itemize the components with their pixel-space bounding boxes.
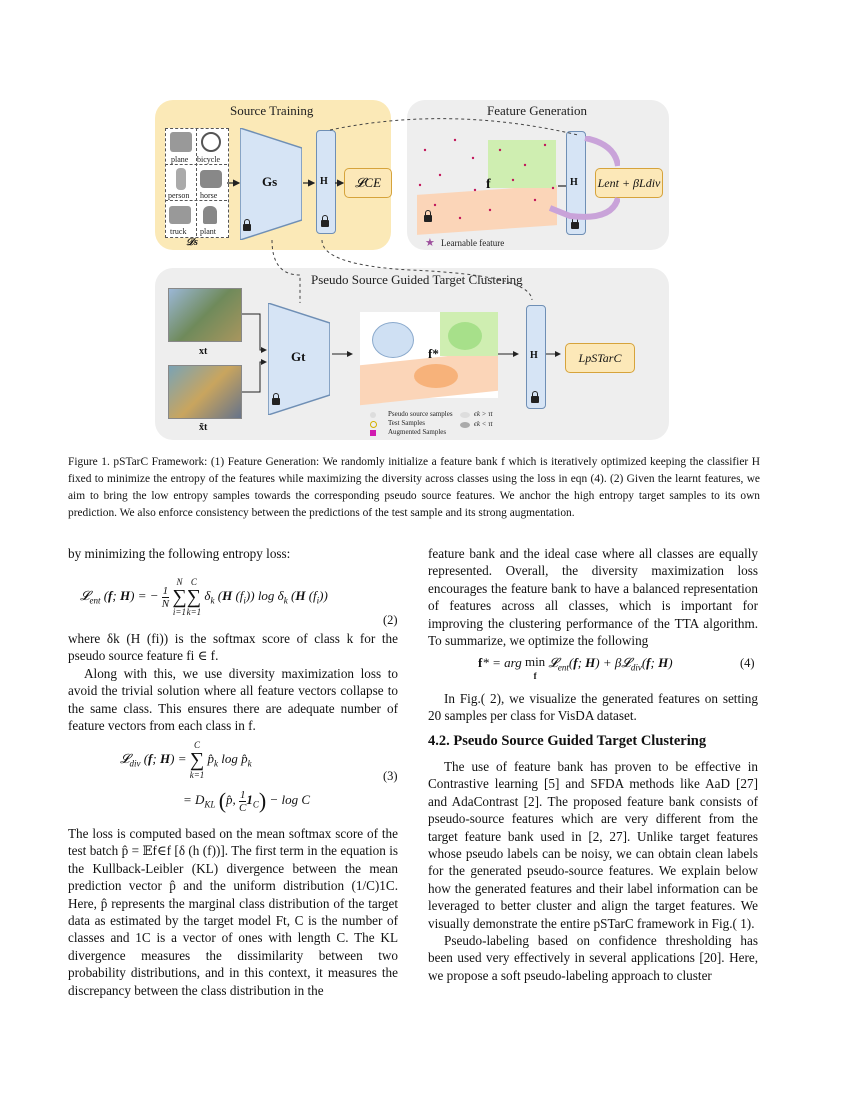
- orange-cluster: [414, 364, 458, 388]
- left-body-2: [68, 630, 398, 734]
- gt-label: Gt: [291, 349, 306, 364]
- left-para-2: where δk (H (fi)) is the softmax score of class k for the pseudo source feature fi ∈ f.: [68, 631, 398, 664]
- legend-dot-pseudo: [370, 412, 376, 418]
- figure-caption: Figure 1. pSTarC Framework: (1) Feature Generation: We randomly initialize a feature bank f which is iteratively optimized keeping the classifier H fixed to minimize the entropy of the features while maximizing the diversity across classes using the loss in eqn (4). (2) Given the learnt features, we aim to bring the low entropy samples towards the corresponding pseudo source features. We anchor the high entropy target samples to its own prediction. We also enforce consistency between the predictions of the test sample and its strong augmentation.: [68, 456, 760, 519]
- plant-thumb: [203, 206, 217, 224]
- bicycle-thumb: [201, 132, 221, 152]
- learnable-star-icon: ★: [425, 237, 435, 249]
- ds-caption: 𝒟s: [186, 237, 198, 248]
- augmented-image-grid: [168, 365, 242, 419]
- h-label-source: H: [320, 176, 328, 187]
- f-label: f: [486, 177, 491, 192]
- right-body-3: [428, 758, 758, 984]
- legend-pseudo: Pseudo source samples: [388, 410, 453, 418]
- dashed-connectors: [260, 115, 590, 315]
- right-body-2: [428, 690, 758, 725]
- truck-thumb: [169, 206, 191, 224]
- blue-cluster: [372, 322, 414, 358]
- legend-aug: Augmented Samples: [388, 428, 447, 436]
- eq-3-number: (3): [383, 769, 398, 783]
- gs-label: Gs: [262, 174, 278, 189]
- plane-thumb: [170, 132, 192, 152]
- left-body-3: [68, 825, 398, 999]
- feature-generation-title: Feature Generation: [487, 103, 587, 118]
- lock-icon: [243, 224, 251, 231]
- legend-ellipse-dark: [460, 422, 470, 428]
- source-training-title: Source Training: [230, 103, 314, 118]
- right-para-4: Pseudo-labeling based on confidence thresholding has been used very effectively in several applications [20]. Here, we propose a soft pseudo-labeling approach to cluster: [428, 933, 758, 983]
- fstar-label: f*: [428, 346, 439, 361]
- eq-4-number: (4): [740, 656, 755, 670]
- green-cluster: [448, 322, 482, 350]
- section-heading: 4.2. Pseudo Source Guided Target Clustering: [428, 733, 707, 749]
- target-image-grid: [168, 288, 242, 342]
- h-label-gen: H: [570, 177, 578, 188]
- eq-3-line2: = $D_{KL}$ (p̂, 1 $C1_C) - \log C$: [183, 788, 311, 814]
- eq-2: 𝓛$_{ent}$ (f; H) = − 1 N N ∑ i=1C ∑ k=1 $\delta_k$ (H $(f_i)$) $\log \delta_k$ (H $(f_i)$): [80, 577, 328, 617]
- right-para-2: In Fig.( 2), we visualize the generated features on setting 20 samples per class for VisDA dataset.: [428, 691, 758, 724]
- legend-dot-test: [370, 421, 377, 428]
- left-para-1: by minimizing the following entropy loss:: [68, 546, 291, 561]
- right-para-1: feature bank and the ideal case where all classes are equally represented. Overall, the diversity maximization loss encourages the feature bank to have a balanced representation of features across all classes, which is important for improving the clustering performance of the TTA algorithm. To summarize, we optimize the following: [428, 546, 758, 649]
- pstarc-loss-box: [565, 343, 635, 373]
- ds-label-plant: plant: [200, 227, 216, 236]
- ds-label-truck: truck: [170, 227, 187, 236]
- ds-label-person: person: [168, 191, 190, 200]
- h-label-target: H: [530, 350, 538, 361]
- learnable-legend: Learnable feature: [441, 238, 505, 248]
- ds-label-plane: plane: [171, 155, 189, 164]
- gen-loss-label: Lent + βLdiv: [597, 175, 661, 190]
- eq-2-number: (2): [383, 613, 398, 627]
- ds-label-horse: horse: [200, 191, 218, 200]
- legend-ellipse-light: [460, 412, 470, 418]
- lock-icon: [531, 396, 539, 403]
- xt-label: xt: [199, 346, 208, 357]
- horse-thumb: [200, 170, 222, 188]
- legend-gt: ϵk > τt: [474, 410, 493, 418]
- legend-dot-aug: [370, 430, 376, 436]
- left-para-3: Along with this, we use diversity maximization loss to avoid the trivial solution where all feature vectors collapse to the same class. This ensures there are adequate number of feature vectors from each class in f.: [68, 665, 398, 734]
- ds-label-bicycle: bicycle: [197, 155, 221, 164]
- eq-3-line1: 𝓛$_{div}$ (f; H) = C ∑ k=1 $p̂_k$ $\log p̂_k$: [120, 740, 252, 780]
- clustering-title: Pseudo Source Guided Target Clustering: [311, 272, 523, 287]
- legend-test: Test Samples: [388, 419, 426, 427]
- right-body-1: [428, 545, 758, 649]
- person-thumb: [176, 168, 186, 190]
- pstarc-label: LpSTarC: [578, 350, 622, 365]
- left-para-4: The loss is computed based on the mean softmax score of the test batch p̂ = 𝔼f∈f [δ (h (f))]. The first term in the equation is the Kullback-Leibler (KL) divergence between the mean prediction vector p̂ and the uniform distribution (1/C)1C. Here, p̂ represents the marginal class distribution of the target data as estimated by the target model Ft, C is the number of classes and 1C is a vector of ones with length C. The KL divergence measures the dissimilarity between two probability distributions, and in this context, it measures the discrepancy between the class distribution in the: [68, 826, 398, 998]
- lce-label: 𝓛CE: [354, 175, 382, 190]
- left-column: [68, 545, 398, 562]
- legend-lt: ϵk < τt: [474, 420, 493, 428]
- xt-aug-label: x̃t: [199, 422, 208, 433]
- eq-4: f* = arg min f 𝓛$_{ent}$(f; H) + β𝓛$_{div}$(f; H): [478, 654, 673, 681]
- right-para-3: The use of feature bank has proven to be effective in Contrastive learning [5] and SFDA methods like AaD [27] and AdaContrast [2]. The proposed feature bank consists of pseudo-source features which are very different from the target feature bank used in [2, 27]. Unlike target features whose pseudo labels can be noisy, we can obtain clean labels for the generated pseudo-source features. We explain below how the generated features and their label information can be leveraged to better cluster and align the target features. We visually demonstrate the entire pSTarC framework in Fig.( 1).: [428, 759, 758, 931]
